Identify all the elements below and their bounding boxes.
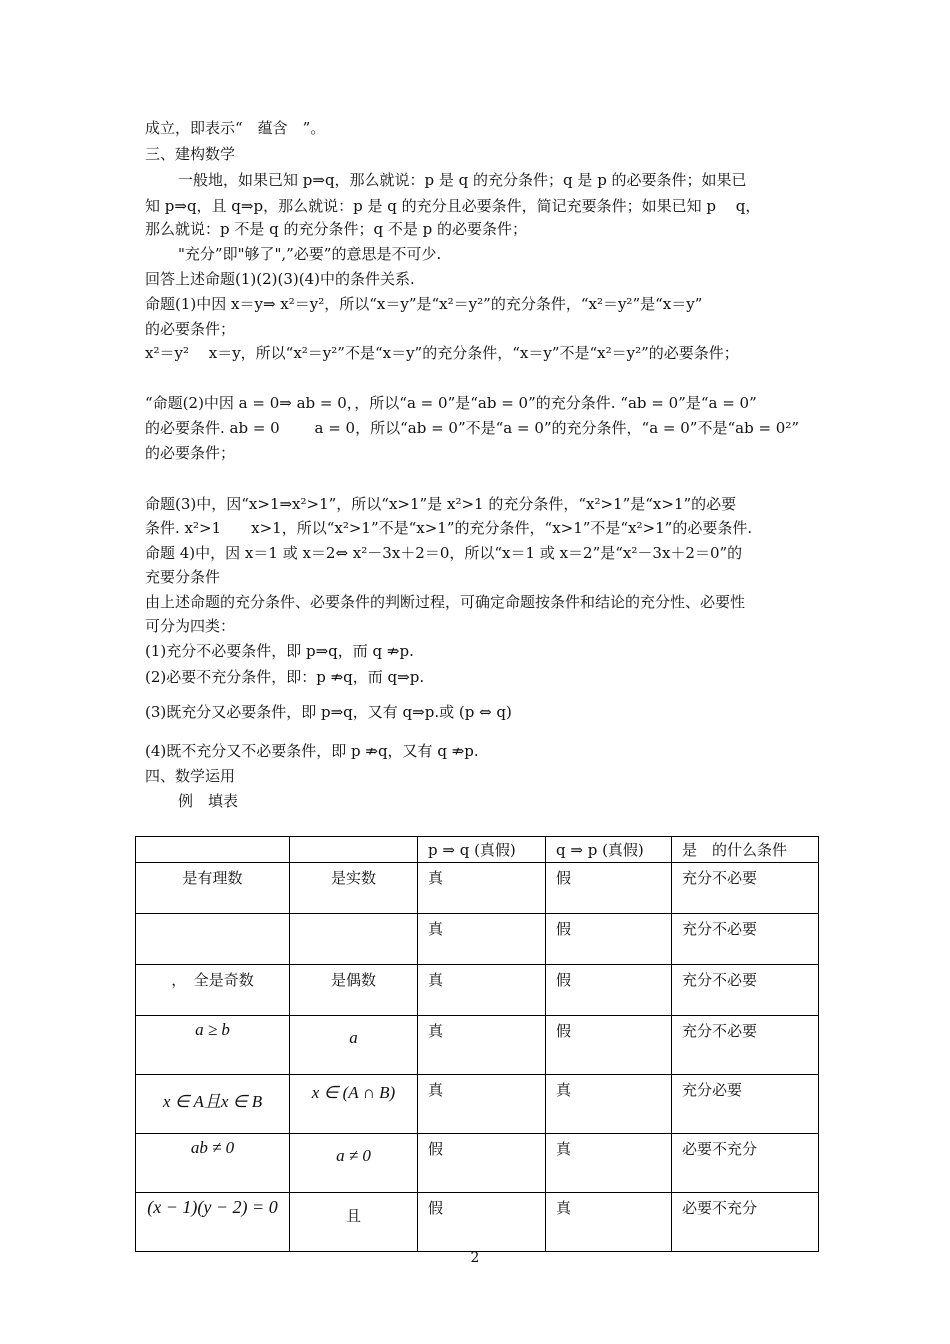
table-cell: 真 [546, 1134, 672, 1193]
text-line: 由上述命题的充分条件、必要条件的判断过程，可确定命题按条件和结论的充分性、必要性 [145, 593, 746, 611]
text-line: 的必要条件； [145, 444, 236, 462]
list-item: (4)既不充分又不必要条件，即 p ⇏q，又有 q ⇏p. [145, 742, 479, 760]
table-row [136, 1075, 819, 1134]
table-cell: 真 [546, 1193, 672, 1252]
table-cell: 是偶数 [290, 965, 418, 1016]
text-line: “命题(2)中因 a = 0⇒ ab = 0，，所以“a = 0”是“ab = 0”的充分条件. “ab = 0”是“a = 0” [145, 394, 757, 412]
fill-table [135, 836, 819, 1252]
text-line: "充分”即"够了",”必要”的意思是不可少. [178, 245, 442, 263]
table-header-cell: q ⇒ p (真假) [546, 837, 672, 863]
table-cell: a [290, 1016, 418, 1075]
table-row [136, 914, 819, 965]
table-cell: (x − 1)(y − 2) = 0 [136, 1193, 290, 1252]
example-label: 例 填表 [178, 792, 239, 810]
table-cell: ， 全是奇数 [136, 965, 290, 1016]
page-number: 2 [470, 1250, 480, 1266]
table-cell: 且 [290, 1193, 418, 1252]
table-cell: 充分不必要 [672, 965, 819, 1016]
table-row [136, 965, 819, 1016]
table-cell: 充分必要 [672, 1075, 819, 1134]
table-header-row [136, 837, 819, 863]
table-cell: x ∈ A且x ∈ B [136, 1075, 290, 1134]
table-row [136, 863, 819, 914]
table-cell: 充分不必要 [672, 863, 819, 914]
table-cell: 真 [418, 1075, 546, 1134]
list-item: (3)既充分又必要条件，即 p⇒q，又有 q⇒p.或 (p ⇔ q) [145, 703, 512, 721]
list-item: (1)充分不必要条件，即 p⇒q，而 q ⇏p. [145, 642, 414, 660]
text-line: 知 p⇒q，且 q⇒p，那么就说：p 是 q 的充分且必要条件，简记充要条件；如果已知 p q， [145, 197, 761, 215]
table-cell: 是实数 [290, 863, 418, 914]
section-heading: 四、数学运用 [145, 767, 236, 785]
table-cell: 假 [546, 914, 672, 965]
text-line: 的必要条件； [145, 320, 236, 338]
table-cell: 假 [546, 863, 672, 914]
table-cell: 必要不充分 [672, 1193, 819, 1252]
table-header-cell: 是 的什么条件 [672, 837, 819, 863]
text-line: 命题(3)中，因“x>1⇒x²>1”，所以“x>1”是 x²>1 的充分条件，“x²>1”是“x>1”的必要 [145, 495, 737, 513]
table-cell [290, 914, 418, 965]
table-cell: 假 [546, 965, 672, 1016]
table-cell: a ≠ 0 [290, 1134, 418, 1193]
text-line: 充要分条件 [145, 568, 221, 586]
table-cell: x ∈ (A ∩ B) [290, 1075, 418, 1134]
text-line: 命题 4)中，因 x＝1 或 x＝2⇔ x²－3x＋2＝0，所以“x＝1 或 x＝2”是“x²－3x＋2＝0”的 [145, 544, 743, 562]
table-cell: 真 [418, 863, 546, 914]
text-line: 成立，即表示“ 蕴含 ”。 [145, 119, 326, 137]
table-cell: 真 [546, 1075, 672, 1134]
text-line: 那么就说：p 不是 q 的充分条件；q 不是 p 的必要条件； [145, 220, 528, 238]
table-row [136, 1016, 819, 1075]
table-cell: 假 [418, 1134, 546, 1193]
table-cell: 真 [418, 1016, 546, 1075]
table-cell: 假 [546, 1016, 672, 1075]
table-cell: 充分不必要 [672, 914, 819, 965]
table-cell [136, 914, 290, 965]
table-cell: 必要不充分 [672, 1134, 819, 1193]
table-header-cell [290, 837, 418, 863]
text-line: x²＝y² x＝y，所以“x²＝y²”不是“x＝y”的充分条件，“x＝y”不是“x²＝y²”的必要条件； [145, 344, 739, 362]
text-line: 命题(1)中因 x＝y⇒ x²＝y²，所以“x＝y”是“x²＝y²”的充分条件，“x²＝y²”是“x＝y” [145, 295, 703, 313]
table-cell: 假 [418, 1193, 546, 1252]
text-line: 条件. x²>1 x>1，所以“x²>1”不是“x>1”的充分条件，“x>1”不是“x²>1”的必要条件. [145, 519, 753, 537]
table-header-cell [136, 837, 290, 863]
table-cell: 是有理数 [136, 863, 290, 914]
text-line: 回答上述命题(1)(2)(3)(4)中的条件关系. [145, 270, 415, 288]
table-cell: 充分不必要 [672, 1016, 819, 1075]
text-line: 一般地，如果已知 p⇒q，那么就说：p 是 q 的充分条件；q 是 p 的必要条件；如果已 [178, 171, 747, 189]
table-cell: ab ≠ 0 [136, 1134, 290, 1193]
section-heading: 三、建构数学 [145, 145, 236, 163]
table-cell: 真 [418, 914, 546, 965]
table-header-cell: p ⇒ q (真假) [418, 837, 546, 863]
text-line: 的必要条件. ab = 0 a = 0，所以“ab = 0”不是“a = 0”的充分条件，“a = 0”不是“ab = 0²” [145, 419, 800, 437]
text-line: 可分为四类： [145, 617, 236, 635]
table-cell: 真 [418, 965, 546, 1016]
table-cell: a ≥ b [136, 1016, 290, 1075]
list-item: (2)必要不充分条件，即：p ⇏q，而 q⇒p. [145, 668, 425, 686]
table-row [136, 1193, 819, 1252]
table-row [136, 1134, 819, 1193]
